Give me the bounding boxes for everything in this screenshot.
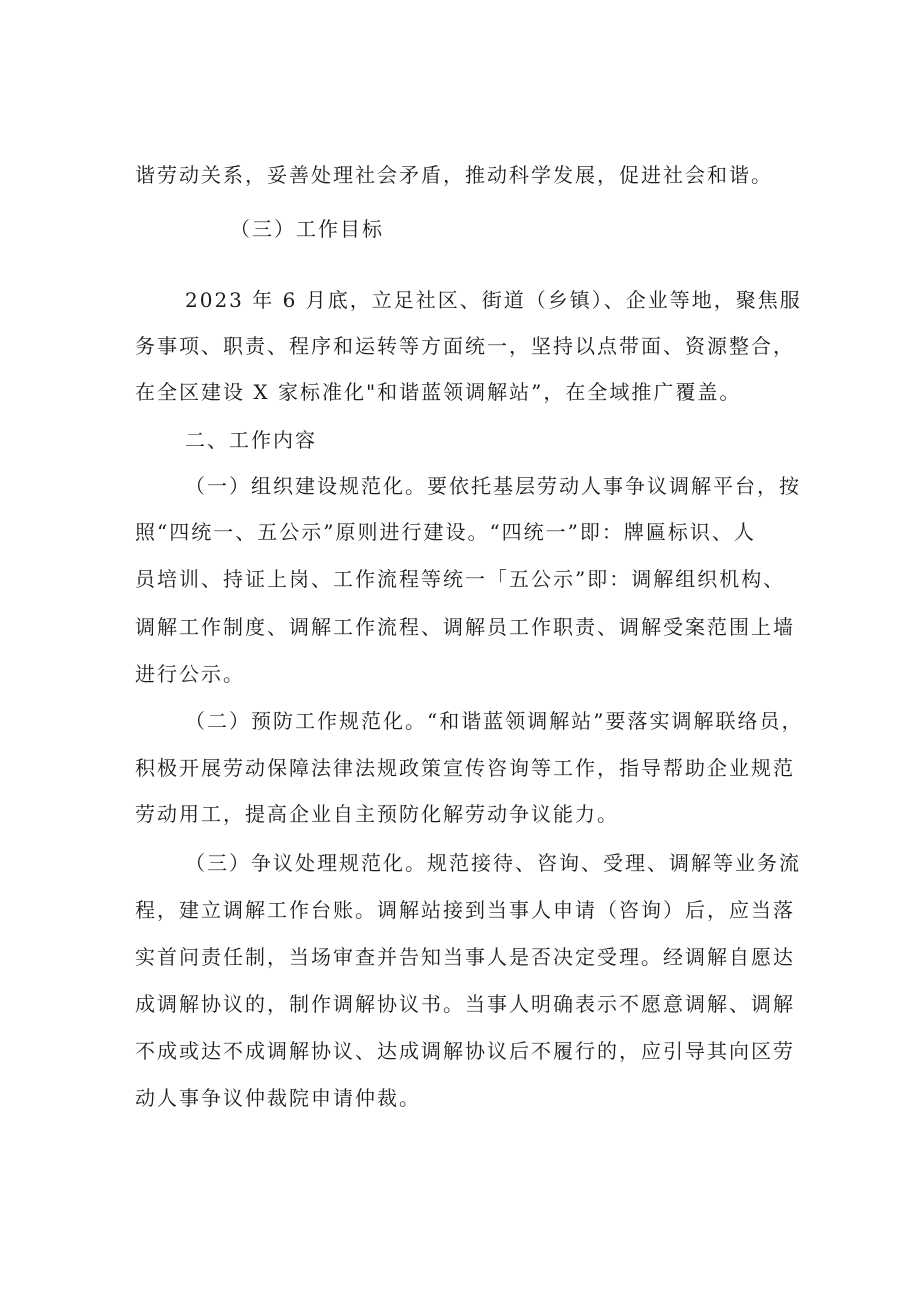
paragraph-line: 程，建立调解工作台账。调解站接到当事人申请（咨询）后，应当落 (135, 898, 795, 922)
paragraph-line: 积极开展劳动保障法律法规政策宣传咨询等工作，指导帮助企业规范 (135, 756, 795, 780)
paragraph-line: （一）组织建设规范化。要依托基层劳动人事争议调解平台，按 (185, 474, 801, 498)
paragraph-line: 调解工作制度、调解工作流程、调解员工作职责、调解受案范围上墙 (135, 615, 795, 639)
paragraph-line: 务事项、职责、程序和运转等方面统一，坚持以点带面、资源整合， (135, 334, 795, 358)
paragraph-line: 劳动用工，提高企业自主预防化解劳动争议能力。 (135, 802, 619, 826)
paragraph-line: 动人事争议仲裁院申请仲裁。 (135, 1086, 421, 1110)
paragraph-line: 谐劳动关系，妥善处理社会矛盾，推动科学发展，促进社会和谐。 (135, 163, 773, 187)
paragraph-line: 不成或达不成调解协议、达成调解协议后不履行的，应引导其向区劳 (135, 1039, 795, 1063)
section-heading: 二、工作内容 (185, 428, 317, 452)
paragraph-line: 员培训、持证上岗、工作流程等统一「五公示”即：调解组织机构、 (135, 567, 786, 591)
paragraph-line: 2023 年 6 月底，立足社区、街道（乡镇）、企业等地，聚焦服 (185, 288, 802, 312)
paragraph-line: 成调解协议的，制作调解协议书。当事人明确表示不愿意调解、调解 (135, 992, 795, 1016)
paragraph-line: 实首问责任制，当场审查并告知当事人是否决定受理。经调解自愿达 (135, 945, 795, 969)
paragraph-line: 照“四统一、五公示”原则进行建设。“四统一”即：牌匾标识、人 (135, 520, 756, 544)
paragraph-line: （二）预防工作规范化。“和谐蓝领调解站”要落实调解联络员， (185, 709, 804, 733)
paragraph-line: 在全区建设 X 家标准化"和谐蓝领调解站”，在全域推广覆盖。 (135, 380, 742, 404)
paragraph-line: 进行公示。 (135, 662, 245, 686)
paragraph-line: （三）争议处理规范化。规范接待、咨询、受理、调解等业务流 (185, 851, 801, 875)
section-heading: （三）工作目标 (230, 217, 384, 241)
